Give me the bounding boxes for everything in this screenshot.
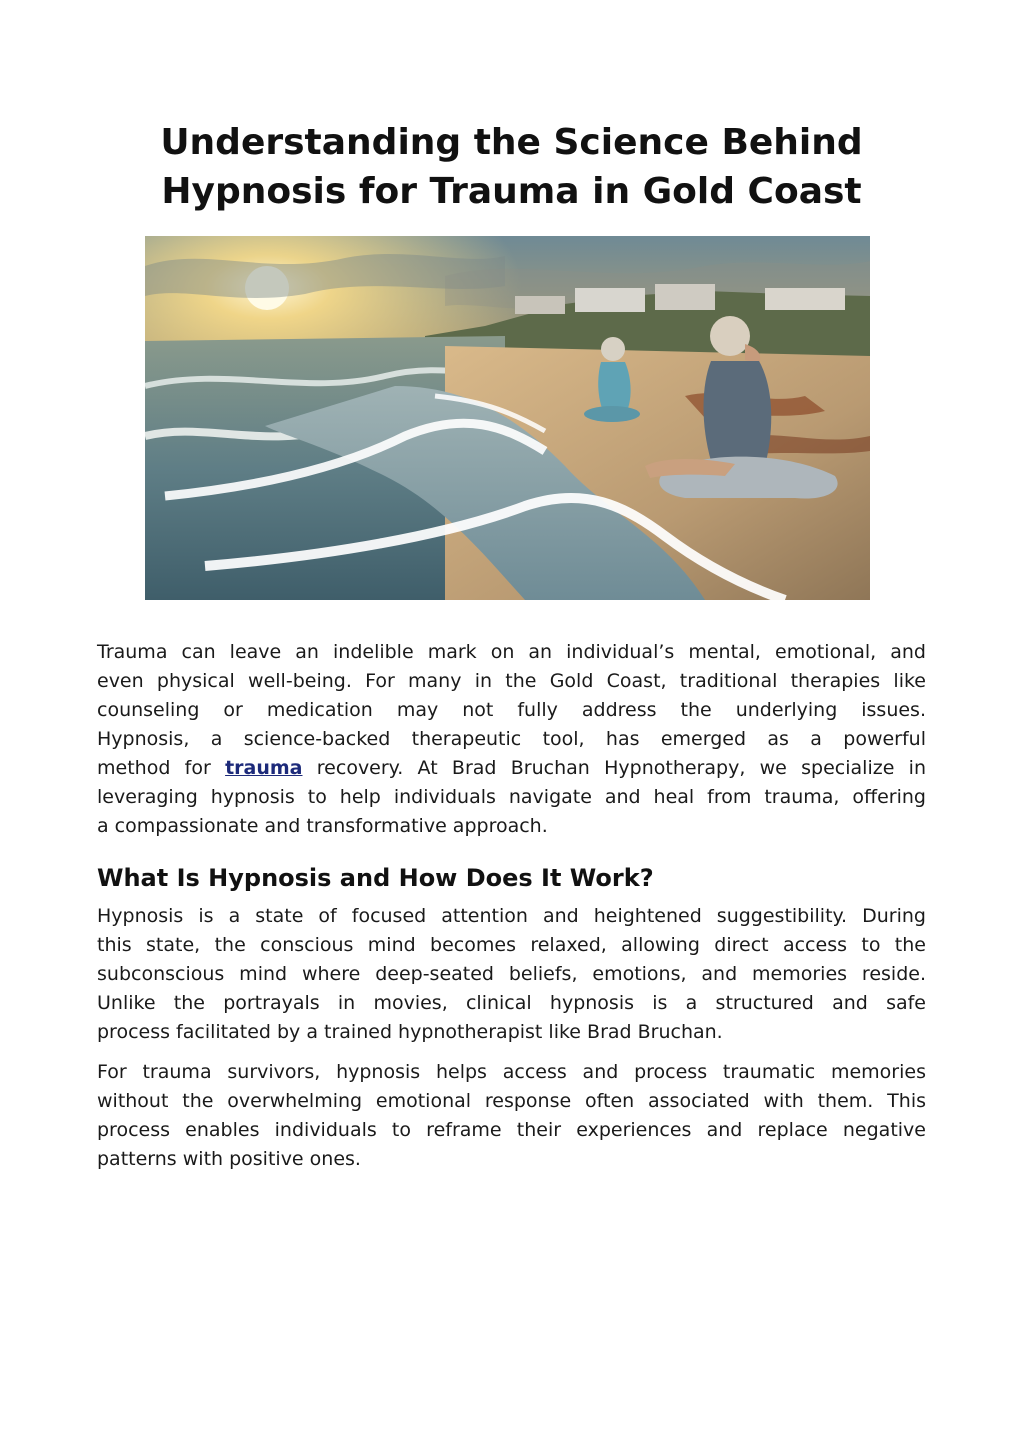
trauma-link[interactable]: trauma xyxy=(225,757,303,779)
section-heading: What Is Hypnosis and How Does It Work? xyxy=(97,864,654,892)
page-title xyxy=(97,118,926,216)
paragraph-line: without the overwhelming emotional response often associated with them. This xyxy=(97,1090,926,1112)
paragraph-line: Unlike the portrayals in movies, clinical hypnosis is a structured and safe xyxy=(97,992,926,1014)
paragraph-line: this state, the conscious mind becomes relaxed, allowing direct access to the xyxy=(97,934,926,956)
intro-line-part: recovery. At Brad Bruchan Hypnotherapy, we specialize in xyxy=(302,757,926,779)
intro-line-part: method for xyxy=(97,757,226,779)
intro-line: even physical well-being. For many in the Gold Coast, traditional therapies like xyxy=(97,670,926,692)
paragraph-line: patterns with positive ones. xyxy=(97,1148,361,1170)
paragraph-line: For trauma survivors, hypnosis helps access and process traumatic memories xyxy=(97,1061,926,1083)
intro-line: a compassionate and transformative approach. xyxy=(97,815,548,837)
trauma-survivors-paragraph xyxy=(97,1058,926,1174)
hero-image xyxy=(145,236,870,600)
paragraph-line: subconscious mind where deep-seated beliefs, emotions, and memories reside. xyxy=(97,963,926,985)
intro-line: Hypnosis, a science-backed therapeutic tool, has emerged as a powerful xyxy=(97,728,926,750)
intro-line-with-link xyxy=(97,754,926,783)
intro-line: counseling or medication may not fully address the underlying issues. xyxy=(97,699,926,721)
title-line-1: Understanding the Science Behind xyxy=(160,122,863,163)
intro-line: Trauma can leave an indelible mark on an individual’s mental, emotional, and xyxy=(97,641,926,663)
paragraph-line: process facilitated by a trained hypnotherapist like Brad Bruchan. xyxy=(97,1021,723,1043)
intro-paragraph xyxy=(97,638,926,841)
intro-line: leveraging hypnosis to help individuals navigate and heal from trauma, offering xyxy=(97,786,926,808)
hypnosis-definition-paragraph xyxy=(97,902,926,1047)
paragraph-line: process enables individuals to reframe their experiences and replace negative xyxy=(97,1119,926,1141)
title-line-2: Hypnosis for Trauma in Gold Coast xyxy=(161,171,862,212)
paragraph-line: Hypnosis is a state of focused attention and heightened suggestibility. During xyxy=(97,905,926,927)
